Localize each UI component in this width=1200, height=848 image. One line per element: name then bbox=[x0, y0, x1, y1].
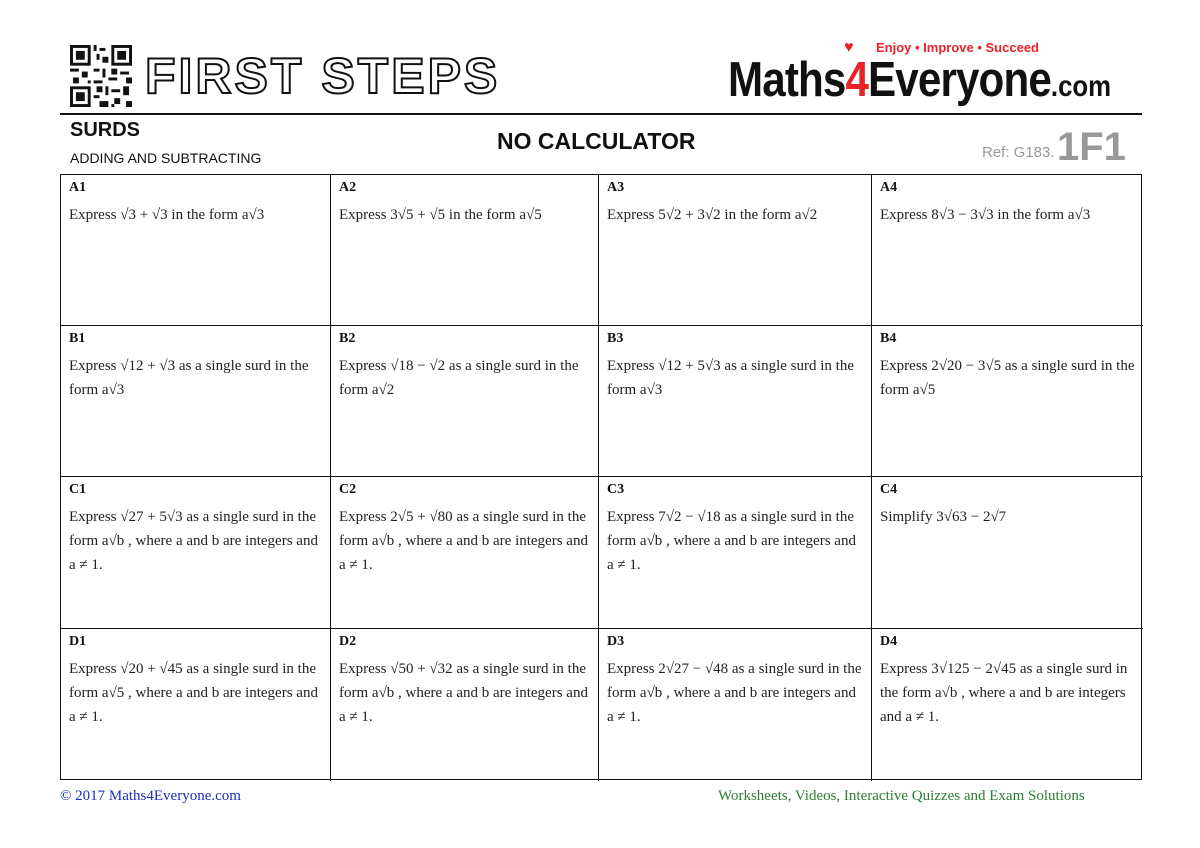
question-cell-b4 bbox=[872, 326, 1143, 477]
question-text: Express √20 + √45 as a single surd in the form a√5 , where a and b are integers and a ≠ 1. bbox=[69, 661, 318, 725]
question-cell-d2 bbox=[331, 629, 599, 781]
logo-four: 4 bbox=[845, 53, 869, 107]
question-cell-c3 bbox=[599, 477, 872, 629]
question-id: B1 bbox=[69, 331, 86, 346]
question-id: A4 bbox=[880, 180, 898, 195]
header-divider bbox=[60, 113, 1142, 115]
question-cell-c1 bbox=[61, 477, 331, 629]
question-cell-a1 bbox=[61, 175, 331, 326]
heart-icon: ♥ bbox=[844, 39, 854, 56]
logo-wordmark bbox=[728, 52, 1111, 115]
question-cell-b1 bbox=[61, 326, 331, 477]
question-cell-a2 bbox=[331, 175, 599, 326]
question-id: B3 bbox=[607, 331, 624, 346]
question-text: Express 2√27 − √48 as a single surd in the form a√b , where a and b are integers and a ≠ 1. bbox=[607, 661, 862, 725]
worksheet-code: 1F1 bbox=[1057, 125, 1126, 169]
question-id: C2 bbox=[339, 482, 357, 497]
question-cell-d1 bbox=[61, 629, 331, 781]
question-id: C1 bbox=[69, 482, 87, 497]
question-cell-d3 bbox=[599, 629, 872, 781]
logo-com: .com bbox=[1050, 70, 1112, 103]
question-cell-b3 bbox=[599, 326, 872, 477]
footer-tagline: Worksheets, Videos, Interactive Quizzes and Exam Solutions bbox=[718, 788, 1085, 804]
topic-heading: SURDS bbox=[70, 119, 141, 141]
question-text: Express √18 − √2 as a single surd in the form a√2 bbox=[339, 358, 579, 398]
question-text: Simplify 3√63 − 2√7 bbox=[880, 509, 1007, 525]
subtopic-heading: ADDING AND SUBTRACTING bbox=[70, 150, 262, 166]
question-id: D3 bbox=[607, 634, 625, 649]
logo-maths: Maths bbox=[728, 53, 846, 107]
question-cell-d4 bbox=[872, 629, 1143, 781]
question-id: C4 bbox=[880, 482, 898, 497]
calculator-note: NO CALCULATOR bbox=[497, 128, 696, 154]
question-text: Express 5√2 + 3√2 in the form a√2 bbox=[607, 207, 818, 223]
question-id: C3 bbox=[607, 482, 625, 497]
question-id: A3 bbox=[607, 180, 625, 195]
question-text: Express 8√3 − 3√3 in the form a√3 bbox=[880, 207, 1091, 223]
question-grid bbox=[60, 174, 1142, 780]
question-id: A2 bbox=[339, 180, 357, 195]
question-id: B2 bbox=[339, 331, 356, 346]
question-text: Express √12 + 5√3 as a single surd in the form a√3 bbox=[607, 358, 854, 398]
brand-logo[interactable] bbox=[728, 40, 1138, 110]
logo-everyone: Everyone bbox=[868, 53, 1051, 107]
question-cell-a3 bbox=[599, 175, 872, 326]
reference-label: Ref: G183. bbox=[982, 144, 1055, 161]
question-id: D2 bbox=[339, 634, 357, 649]
question-text: Express √3 + √3 in the form a√3 bbox=[69, 207, 265, 223]
question-cell-c2 bbox=[331, 477, 599, 629]
page-title: FIRST STEPS bbox=[145, 48, 501, 104]
question-id: B4 bbox=[880, 331, 897, 346]
question-text: Express 3√125 − 2√45 as a single surd in the form a√b , where a and b are integers and a ≠ 1. bbox=[880, 661, 1128, 725]
qr-code-icon bbox=[70, 45, 132, 107]
question-id: D1 bbox=[69, 634, 87, 649]
question-cell-a4 bbox=[872, 175, 1143, 326]
copyright-link[interactable]: © 2017 Maths4Everyone.com bbox=[60, 788, 241, 804]
question-cell-b2 bbox=[331, 326, 599, 477]
question-text: Express 3√5 + √5 in the form a√5 bbox=[339, 207, 542, 223]
question-cell-c4 bbox=[872, 477, 1143, 629]
logo-tagline: Enjoy • Improve • Succeed bbox=[876, 40, 1039, 55]
question-id: D4 bbox=[880, 634, 898, 649]
question-text: Express √12 + √3 as a single surd in the form a√3 bbox=[69, 358, 309, 398]
question-text: Express 2√20 − 3√5 as a single surd in the form a√5 bbox=[880, 358, 1135, 398]
question-text: Express 7√2 − √18 as a single surd in the form a√b , where a and b are integers and a ≠ 1. bbox=[607, 509, 856, 573]
question-id: A1 bbox=[69, 180, 87, 195]
question-text: Express √50 + √32 as a single surd in the form a√b , where a and b are integers and a ≠ 1. bbox=[339, 661, 588, 725]
question-text: Express 2√5 + √80 as a single surd in the form a√b , where a and b are integers and a ≠ 1. bbox=[339, 509, 588, 573]
question-text: Express √27 + 5√3 as a single surd in the form a√b , where a and b are integers and a ≠ 1. bbox=[69, 509, 318, 573]
